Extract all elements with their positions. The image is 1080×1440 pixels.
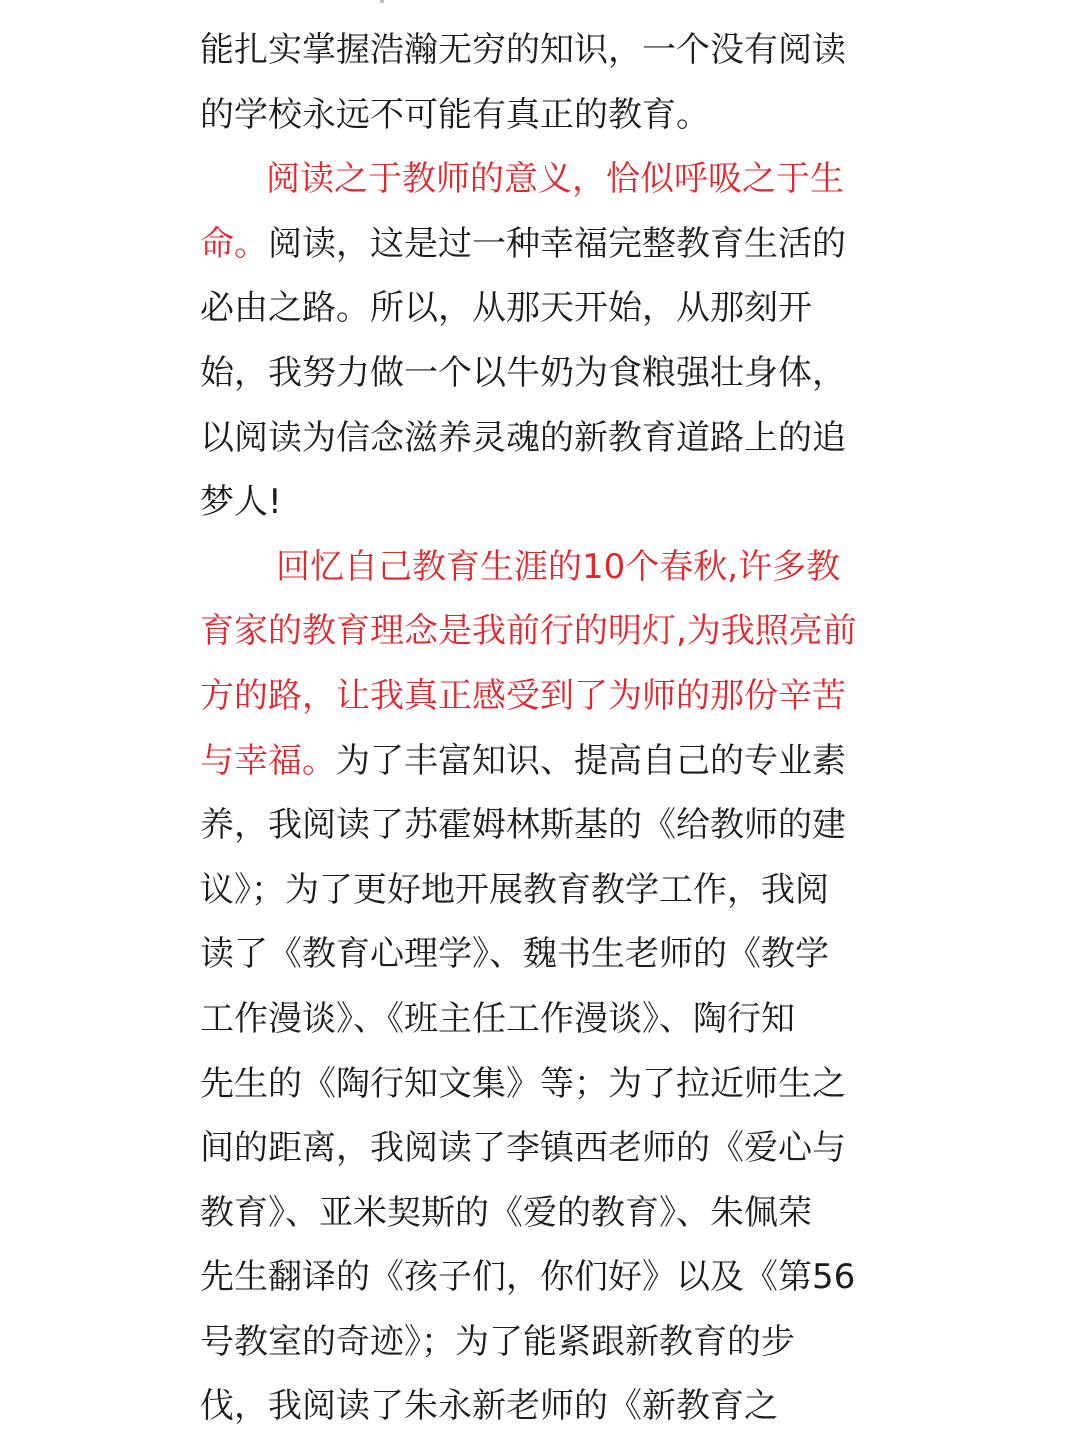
top-edge-mark bbox=[380, 0, 384, 3]
line-text: 为了丰富知识、提高自己的专业素 bbox=[336, 740, 846, 781]
text-line bbox=[200, 599, 880, 664]
line-text: 阅读，这是过一种幸福完整教育生活的 bbox=[268, 223, 846, 264]
line-text: 伐，我阅读了朱永新老师的《新教育之 bbox=[200, 1386, 778, 1427]
text-line bbox=[200, 664, 880, 729]
text-line bbox=[200, 1181, 880, 1246]
line-text: 梦人! bbox=[200, 482, 282, 523]
text-line bbox=[200, 83, 880, 148]
text-line bbox=[200, 470, 880, 535]
line-text: 教育》、亚米契斯的《爱的教育》、朱佩荣 bbox=[200, 1192, 812, 1233]
text-line bbox=[200, 987, 880, 1052]
line-text: 议》；为了更好地开展教育教学工作，我阅 bbox=[200, 869, 829, 910]
text-line bbox=[200, 1052, 880, 1117]
line-text: 间的距离，我阅读了李镇西老师的《爱心与 bbox=[200, 1128, 846, 1169]
text-line bbox=[200, 1116, 880, 1181]
line-text: 能扎实掌握浩瀚无穷的知识，一个没有阅读 bbox=[200, 30, 846, 70]
highlighted-text: 育家的教育理念是我前行的明灯,为我照亮前 bbox=[200, 611, 857, 652]
line-text: 始，我努力做一个以牛奶为食粮强壮身体， bbox=[200, 352, 846, 393]
text-line bbox=[200, 729, 880, 794]
highlighted-text: 回忆自己教育生涯的10个春秋,许多教 bbox=[276, 546, 841, 587]
line-text: 必由之路。所以，从那天开始，从那刻开 bbox=[200, 288, 812, 329]
text-line bbox=[200, 1245, 880, 1310]
paragraph-start-line bbox=[200, 147, 880, 212]
text-line bbox=[200, 18, 880, 83]
highlighted-text: 命。 bbox=[200, 223, 268, 264]
text-line bbox=[200, 793, 880, 858]
line-text: 读了《教育心理学》、魏书生老师的《教学 bbox=[200, 934, 829, 975]
text-line bbox=[200, 1374, 880, 1439]
text-line bbox=[200, 276, 880, 341]
text-line bbox=[200, 922, 880, 987]
text-line bbox=[200, 858, 880, 923]
line-text: 先生的《陶行知文集》等；为了拉近师生之 bbox=[200, 1063, 846, 1104]
text-line bbox=[200, 341, 880, 406]
line-text: 号教室的奇迹》；为了能紧跟新教育的步 bbox=[200, 1321, 795, 1362]
highlighted-text: 阅读之于教师的意义，恰似呼吸之于生 bbox=[266, 159, 844, 200]
highlighted-text: 方的路，让我真正感受到了为师的那份辛苦 bbox=[200, 675, 846, 716]
line-text: 养，我阅读了苏霍姆林斯基的《给教师的建 bbox=[200, 805, 846, 846]
paragraph-start-line bbox=[200, 535, 880, 600]
article-body bbox=[200, 18, 880, 1439]
highlighted-text: 与幸福。 bbox=[200, 740, 336, 781]
text-line bbox=[200, 406, 880, 471]
line-text: 以阅读为信念滋养灵魂的新教育道路上的追 bbox=[200, 417, 846, 458]
text-line bbox=[200, 212, 880, 277]
line-text: 工作漫谈》、《班主任工作漫谈》、陶行知 bbox=[200, 998, 795, 1039]
line-text: 先生翻译的《孩子们，你们好》以及《第56 bbox=[200, 1257, 856, 1298]
line-text: 的学校永远不可能有真正的教育。 bbox=[200, 94, 710, 135]
text-line bbox=[200, 1310, 880, 1375]
